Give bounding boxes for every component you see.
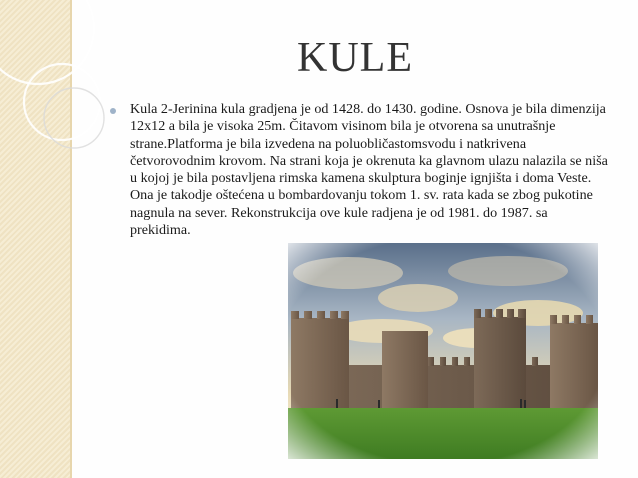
bullet-dot-icon	[110, 108, 116, 114]
bullet-text: Kula 2-Jerinina kula gradjena je od 1428. do 1430. godine. Osnova je bila dimenzija 12x12 a bila je visoka 25m. Čitavom visinom bila je otvorena sa unutrašnje strane.Platforma je bila izvedena na poluobličastomsvodu i natkrivena četvorovodnim krovom. Na strani koja je okrenuta ka glavnom ulazu nalazila se niša u kojoj je bila postavljena rimska kamena skulptura boginje ignjišta i doma Veste. Ona je takodje oštećena u bombardovanju tokom 1. sv. rata kada se zbog pukotine nagnula na sever. Rekonstrukcija ove kule radjena je od 1981. do 1987. sa prekidima.	[130, 101, 608, 239]
fortress-image	[288, 243, 598, 459]
fortress-photo	[288, 243, 598, 459]
decorative-circles	[0, 0, 120, 200]
slide-title: KULE	[297, 35, 413, 81]
